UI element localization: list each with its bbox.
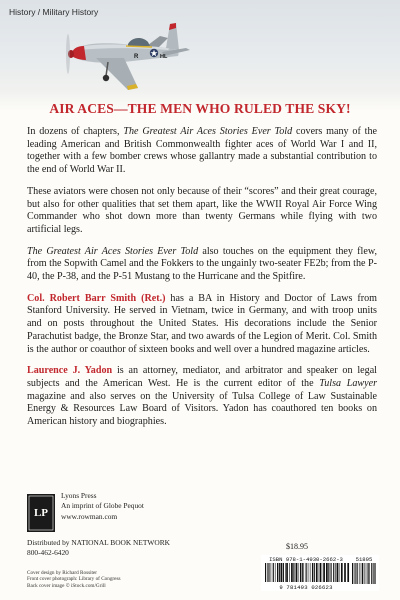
book-title: The Greatest Air Aces Stories Ever Told bbox=[27, 245, 199, 257]
p51-mustang-image bbox=[58, 6, 198, 98]
author-bio-yadon: Laurence J. Yadon is an attorney, mediator, and arbitrator and speaker on legal subjects and the American West. He is the current editor of the Tulsa Lawyer magazine and also serves on the University of Tulsa College of Law Sustainable Energy & Resources Law Board of Visitors. Yadon has coauthored ten books on American history and biographies. bbox=[27, 365, 377, 428]
distributor: Distributed by NATIONAL BOOK NETWORK bbox=[27, 538, 171, 547]
headline: AIR ACES—THE MEN WHO RULED THE SKY! bbox=[49, 101, 351, 116]
isbn-text: ISBN 978-1-4930-2662-3 bbox=[269, 556, 343, 563]
paragraph-intro: In dozens of chapters, The Greatest Air Aces Stories Ever Told covers many of the leading American and British Commonwealth fighter aces of World War I and II, together with a few bomber crews whose gallantry made a substantial contribution to the end of World War II. bbox=[27, 126, 378, 176]
plane-nose-code: R bbox=[134, 54, 139, 60]
isbn-barcode bbox=[261, 555, 379, 591]
publisher-name: Lyons Press bbox=[61, 491, 97, 500]
magazine-title: Tulsa Lawyer bbox=[319, 377, 377, 389]
distribution-info bbox=[27, 538, 247, 559]
credit-front: Front cover photograph: Library of Congress bbox=[27, 576, 121, 583]
credit-back: Back cover image © iStock.com/Grill bbox=[27, 582, 106, 589]
cover-credits bbox=[27, 570, 247, 589]
price: $18.95 bbox=[286, 542, 308, 551]
credit-design: Cover design by Richard Rossiter bbox=[27, 570, 98, 576]
book-title: The Greatest Air Aces Stories Ever Told bbox=[123, 126, 293, 137]
lyons-press-logo bbox=[27, 494, 55, 532]
publisher-imprint: An imprint of Globe Pequot bbox=[61, 501, 144, 511]
publisher-info bbox=[61, 491, 241, 522]
price-addon-text: 51895 bbox=[355, 556, 373, 563]
publisher-website: www.rowman.com bbox=[61, 511, 118, 521]
description-body bbox=[27, 126, 377, 438]
ean-digits: 9 781493 026623 bbox=[279, 584, 333, 591]
paragraph-aviators: These aviators were chosen not only because of their “scores” and their great courage, but also for other qualities that set them apart, like the WWII Royal Air Force Wing Commander who shot down more than twenty Germans while flying with two artificial legs. bbox=[27, 185, 377, 235]
paragraph-equipment: The Greatest Air Aces Stories Ever Told also touches on the equipment they flew, from the Sopwith Camel and the Fokkers to the ungainly two-seater FE2b; from the P-40, the P-38, and the P-51 Mustang to the Hurricane and the Spitfire. bbox=[27, 245, 377, 283]
plane-fuselage-code: HL bbox=[160, 54, 168, 60]
logo-lettering: LP bbox=[33, 507, 49, 519]
distributor-phone: 800-462-6420 bbox=[27, 548, 69, 558]
author-name-smith: Col. Robert Barr Smith (Ret.) bbox=[27, 292, 166, 304]
category-label: History / Military History bbox=[9, 7, 99, 17]
author-name-yadon: Laurence J. Yadon bbox=[27, 365, 113, 377]
author-bio-smith: Col. Robert Barr Smith (Ret.) has a BA in History and Doctor of Laws from Stanford University. He served in Vietnam, twice in Germany, and with troop units and on posts throughout the United States. His decorations include the Senior Parachutist badge, the Bronze Star, and two awards of the Legion of Merit. Col. Smith is the author or coauthor of sixteen books and well over a hundred magazine articles. bbox=[27, 292, 378, 355]
barcode-bars bbox=[264, 563, 376, 585]
